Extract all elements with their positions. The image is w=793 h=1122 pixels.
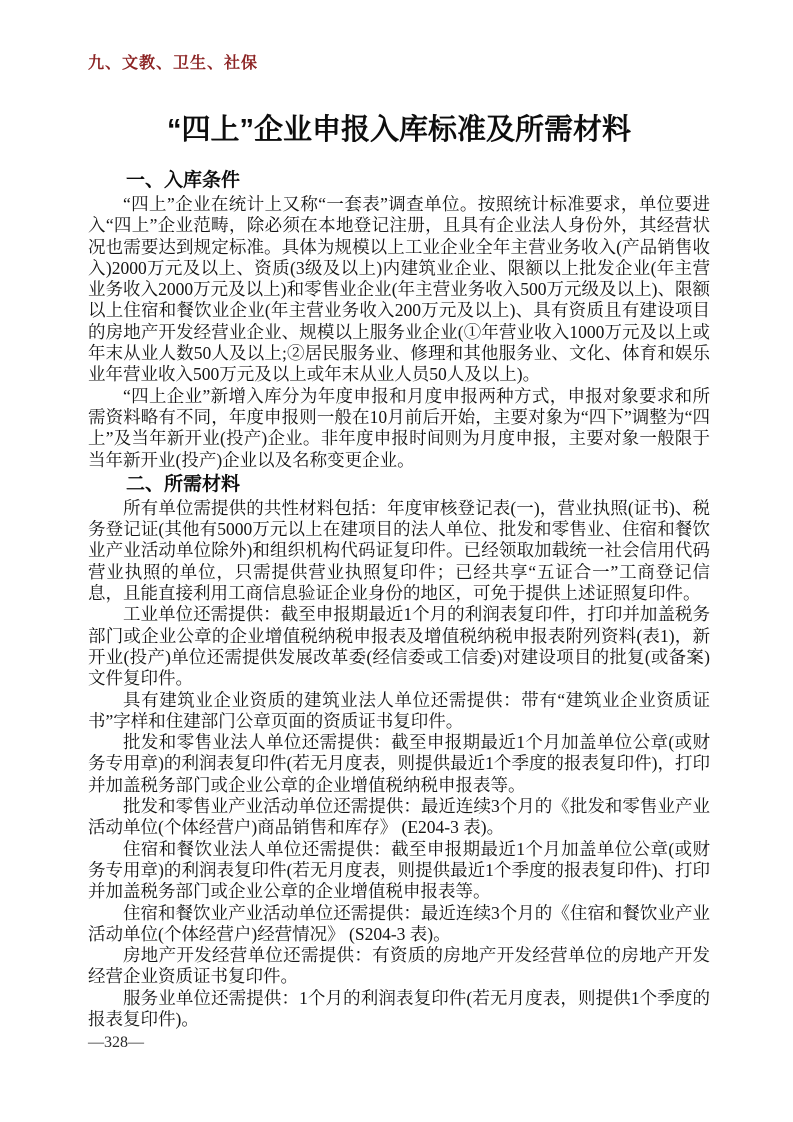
- paragraph-construction-units: 具有建筑业企业资质的建筑业法人单位还需提供：带有“建筑业企业资质证书”字样和住建部门公章页面的资质证书复印件。: [88, 689, 710, 731]
- paragraph-accommodation-catering-activity-units: 住宿和餐饮业产业活动单位还需提供：最近连续3个月的《住宿和餐饮业产业活动单位(个体经营户)经营情况》 (S204-3 表)。: [88, 902, 710, 944]
- paragraph-entry-conditions-1: “四上”企业在统计上又称“一套表”调查单位。按照统计标准要求，单位要进入“四上”企业范畴，除必须在本地登记注册，且具有企业法人身份外，其经营状况也需要达到规定标准。具体为规模以上工业企业全年主营业务收入(产品销售收入)2000万元及以上、资质(3级及以上)内建筑业企业、限额以上批发企业(年主营业务收入2000万元及以上)和零售业企业(年主营业务收入500万元级及以上)、限额以上住宿和餐饮业企业(年主营业务收入200万元及以上)、具有资质且有建设项目的房地产开发经营业企业、规模以上服务业企业(①年营业收入1000万元及以上或年末从业人数50人及以上;②居民服务业、修理和其他服务业、文化、体育和娱乐业年营业收入500万元及以上或年末从业人员50人及以上)。: [88, 194, 710, 385]
- paragraph-common-materials: 所有单位需提供的共性材料包括：年度审核登记表(一)，营业执照(证书)、税务登记证(其他有5000万元以上在建项目的法人单位、批发和零售业、住宿和餐饮业产业活动单位除外)和组织机构代码证复印件。已经领取加载统一社会信用代码营业执照的单位，只需提供营业执照复印件；已经共享“五证合一”工商登记信息，且能直接利用工商信息验证企业身份的地区，可免于提供上述证照复印件。: [88, 497, 710, 604]
- paragraph-wholesale-retail-activity-units: 批发和零售业产业活动单位还需提供：最近连续3个月的《批发和零售业产业活动单位(个体经营户)商品销售和库存》 (E204-3 表)。: [88, 796, 710, 838]
- paragraph-wholesale-retail-legal-units: 批发和零售业法人单位还需提供：截至申报期最近1个月加盖单位公章(或财务专用章)的利润表复印件(若无月度表，则提供最近1个季度的报表复印件)，打印并加盖税务部门或企业公章的企业增值税纳税申报表等。: [88, 732, 710, 795]
- paragraph-real-estate-units: 房地产开发经营单位还需提供：有资质的房地产开发经营单位的房地产开发经营企业资质证书复印件。: [88, 945, 710, 987]
- paragraph-accommodation-catering-legal-units: 住宿和餐饮业法人单位还需提供：截至申报期最近1个月加盖单位公章(或财务专用章)的利润表复印件(若无月度表，则提供最近1个季度的报表复印件)、打印并加盖税务部门或企业公章的企业增值税申报表等。: [88, 838, 710, 902]
- page-title: “四上”企业申报入库标准及所需材料: [166, 114, 631, 146]
- page-number: —328—: [88, 1034, 144, 1051]
- section-heading-required-materials: 二、所需材料: [126, 473, 241, 495]
- paragraph-industrial-units: 工业单位还需提供：截至申报期最近1个月的利润表复印件，打印并加盖税务部门或企业公章的企业增值税纳税申报表及增值税纳税申报表附列资料(表1)，新开业(投产)单位还需提供发展改革委(经信委或工信委)对建设项目的批复(或备案)文件复印件。: [88, 604, 710, 689]
- paragraph-service-units: 服务业单位还需提供：1个月的利润表复印件(若无月度表，则提供1个季度的报表复印件)。: [88, 987, 710, 1029]
- section-heading-entry-conditions: 一、入库条件: [126, 170, 241, 191]
- paragraph-entry-conditions-2: “四上企业”新增入库分为年度申报和月度申报两种方式，申报对象要求和所需资料略有不同，年度申报则一般在10月前后开始，主要对象为“四下”调整为“四上”及当年新开业(投产)企业。非年度申报时间则为月度申报，主要对象一般限于当年新开业(投产)企业以及名称变更企业。: [88, 385, 710, 470]
- running-header: 九、文教、卫生、社保: [88, 55, 259, 72]
